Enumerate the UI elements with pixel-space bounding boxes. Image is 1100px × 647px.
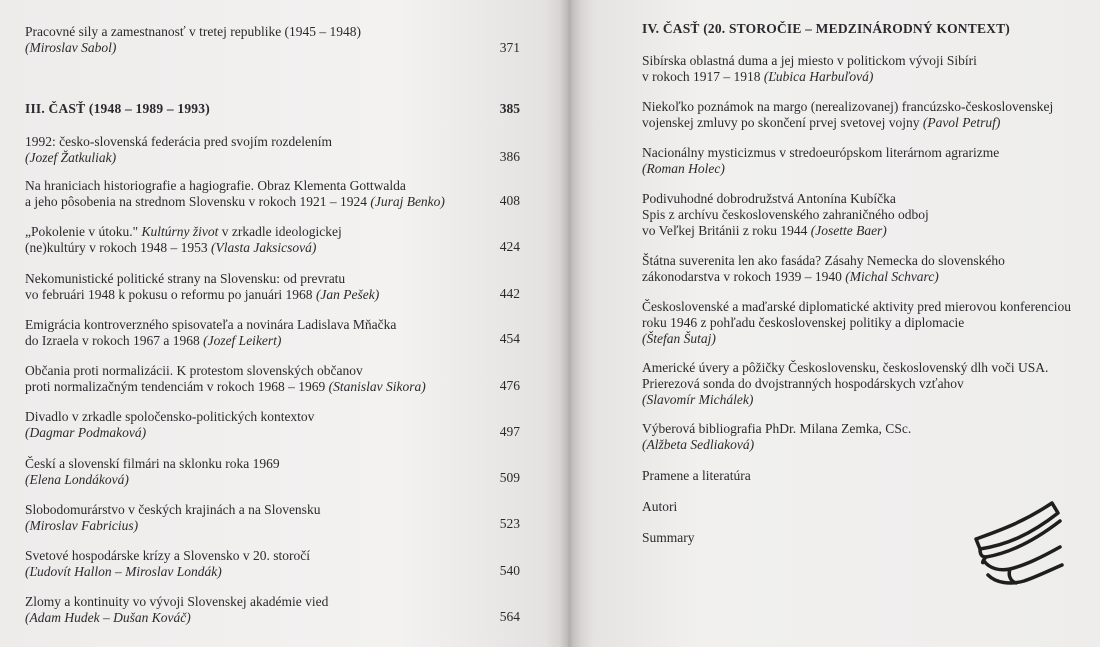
page-number: 454 <box>499 331 520 346</box>
entry-title: Svetové hospodárske krízy a Slovensko v 20. storočí <box>25 548 310 563</box>
entry-title: Autori <box>642 499 678 514</box>
toc-entry <box>25 134 332 166</box>
entry-title-cont: vo Veľkej Británii z roku 1944 <box>642 223 808 238</box>
entry-author: (Roman Holec) <box>642 161 725 176</box>
toc-entry <box>642 360 1048 408</box>
entry-title: Zlomy a kontinuity vo vývoji Slovenskej akadémie vied <box>25 594 329 609</box>
entry-title-cont: roku 1946 z pohľadu československej politiky a diplomacie <box>642 315 965 330</box>
entry-author: (Josette Baer) <box>810 223 887 238</box>
entry-title: Emigrácia kontroverzného spisovateľa a novinára Ladislava Mňačka <box>25 317 397 332</box>
entry-author: (Adam Hudek – Dušan Kováč) <box>25 610 191 625</box>
page-number: 540 <box>499 563 520 578</box>
entry-title: Summary <box>642 530 695 545</box>
entry-author: (Michal Schvarc) <box>845 269 939 284</box>
entry-author: (Jan Pešek) <box>315 287 380 302</box>
page-number: 476 <box>499 378 520 393</box>
entry-title: Občania proti normalizácii. K protestom slovenských občanov <box>25 363 363 378</box>
entry-title-cont: (ne)kultúry v rokoch 1948 – 1953 <box>25 240 208 255</box>
toc-entry <box>25 363 426 395</box>
toc-entry <box>642 99 1053 131</box>
entry-title-cont: vo februári 1948 k pokusu o reformu po januári 1968 <box>25 287 313 302</box>
page-number: 523 <box>499 516 520 531</box>
part-page-number: 385 <box>499 101 520 116</box>
entry-title: Českí a slovenskí filmári na sklonku roka 1969 <box>25 456 280 471</box>
entry-author: (Juraj Benko) <box>370 194 445 209</box>
entry-title-cont: do Izraela v rokoch 1967 a 1968 <box>25 333 200 348</box>
entry-title-italic: Kultúrny život <box>141 224 219 239</box>
entry-author: (Dagmar Podmaková) <box>25 425 147 440</box>
page-number: 408 <box>499 193 520 208</box>
entry-title-cont: zákonodarstva v rokoch 1939 – 1940 <box>642 269 842 284</box>
page-number: 564 <box>499 609 520 624</box>
entry-title: Divadlo v zrkadle spoločensko-politických kontextov <box>25 409 315 424</box>
entry-author: (Stanislav Sikora) <box>328 379 426 394</box>
toc-entry <box>642 53 977 85</box>
entry-title-cont: v rokoch 1917 – 1918 <box>642 69 761 84</box>
toc-entry <box>642 499 677 515</box>
entry-title: Na hraniciach historiografie a hagiografie. Obraz Klementa Gottwalda <box>25 178 406 193</box>
toc-entry <box>25 456 280 488</box>
entry-title: Nacionálny mysticizmus v stredoeurópskom literárnom agrarizme <box>642 145 1000 160</box>
toc-entry <box>25 24 361 56</box>
entry-author: (Alžbeta Sedliaková) <box>642 437 755 452</box>
page-number: 497 <box>499 424 520 439</box>
entry-title: Výberová bibliografia PhDr. Milana Zemka, CSc. <box>642 421 912 436</box>
toc-entry <box>642 253 1005 285</box>
entry-title: 1992: česko-slovenská federácia pred svojím rozdelením <box>25 134 333 149</box>
entry-author: (Ľudovít Hallon – Miroslav Londák) <box>25 564 222 579</box>
toc-entry <box>25 502 320 534</box>
page-number: 509 <box>499 470 520 485</box>
entry-author: (Ľubica Harbuľová) <box>763 69 874 84</box>
toc-entry <box>25 271 379 303</box>
entry-title: Nekomunistické politické strany na Slovensku: od prevratu <box>25 271 346 286</box>
entry-author: (Jozef Žatkuliak) <box>25 150 117 165</box>
page-number: 386 <box>499 149 520 164</box>
entry-author: (Pavol Petruf) <box>922 115 1001 130</box>
toc-entry <box>642 421 911 453</box>
entry-title: Podivuhodné dobrodružstvá Antonína Kubíčka <box>642 191 896 206</box>
book-stack-icon <box>970 495 1070 595</box>
toc-entry <box>25 317 396 349</box>
entry-title-cont: Prierezová sonda do dvojstranných hospodárskych vzťahov <box>642 376 964 391</box>
entry-title: Slobodomurárstvo v českých krajinách a na Slovensku <box>25 502 321 517</box>
toc-entry <box>642 468 751 484</box>
toc-entry <box>25 178 445 210</box>
entry-author: (Miroslav Sabol) <box>25 40 117 55</box>
entry-title-part: v zrkadle ideologickej <box>221 224 342 239</box>
entry-title: Štátna suverenita len ako fasáda? Zásahy Nemecka do slovenského <box>642 253 1005 268</box>
entry-author: (Miroslav Fabricius) <box>25 518 139 533</box>
entry-author: (Vlasta Jaksicsová) <box>210 240 317 255</box>
entry-title: Sibírska oblastná duma a jej miesto v politickom vývoji Sibíri <box>642 53 977 68</box>
entry-title-cont: vojenskej zmluvy po skončení prvej svetovej vojny <box>642 115 920 130</box>
entry-title: Pramene a literatúra <box>642 468 751 483</box>
page-number: 442 <box>499 286 520 301</box>
entry-title-cont: proti normalizačným tendenciám v rokoch 1968 – 1969 <box>25 379 326 394</box>
entry-title: Pracovné sily a zamestnanosť v tretej republike (1945 – 1948) <box>25 24 362 39</box>
entry-title: Československé a maďarské diplomatické aktivity pred mierovou konferenciou <box>642 299 1071 314</box>
entry-author: (Slavomír Michálek) <box>642 392 754 407</box>
page-number: 424 <box>499 239 520 254</box>
part-heading: IV. ČASŤ (20. STOROČIE – MEDZINÁRODNÝ KONTEXT) <box>642 21 1011 36</box>
toc-entry <box>642 299 1071 347</box>
toc-entry <box>25 594 328 626</box>
entry-author: (Elena Londáková) <box>25 472 129 487</box>
toc-entry <box>642 145 999 177</box>
toc-entry <box>25 409 314 441</box>
entry-title-cont: Spis z archívu československého zahraničného odboj <box>642 207 929 222</box>
entry-title: Americké úvery a pôžičky Československu, československý dlh voči USA. <box>642 360 1049 375</box>
entry-title-cont: a jeho pôsobenia na strednom Slovensku v rokoch 1921 – 1924 <box>25 194 367 209</box>
entry-title: Niekoľko poznámok na margo (nerealizovanej) francúzsko-československej <box>642 99 1054 114</box>
toc-entry <box>25 548 310 580</box>
toc-entry <box>25 224 342 256</box>
toc-entry <box>642 530 695 546</box>
part-heading: III. ČASŤ (1948 – 1989 – 1993) <box>25 101 210 116</box>
page-number: 371 <box>499 40 520 55</box>
entry-title-part: „Pokolenie v útoku." <box>25 224 139 239</box>
entry-author: (Jozef Leikert) <box>203 333 282 348</box>
entry-author: (Štefan Šutaj) <box>642 331 716 346</box>
toc-entry <box>642 191 929 239</box>
